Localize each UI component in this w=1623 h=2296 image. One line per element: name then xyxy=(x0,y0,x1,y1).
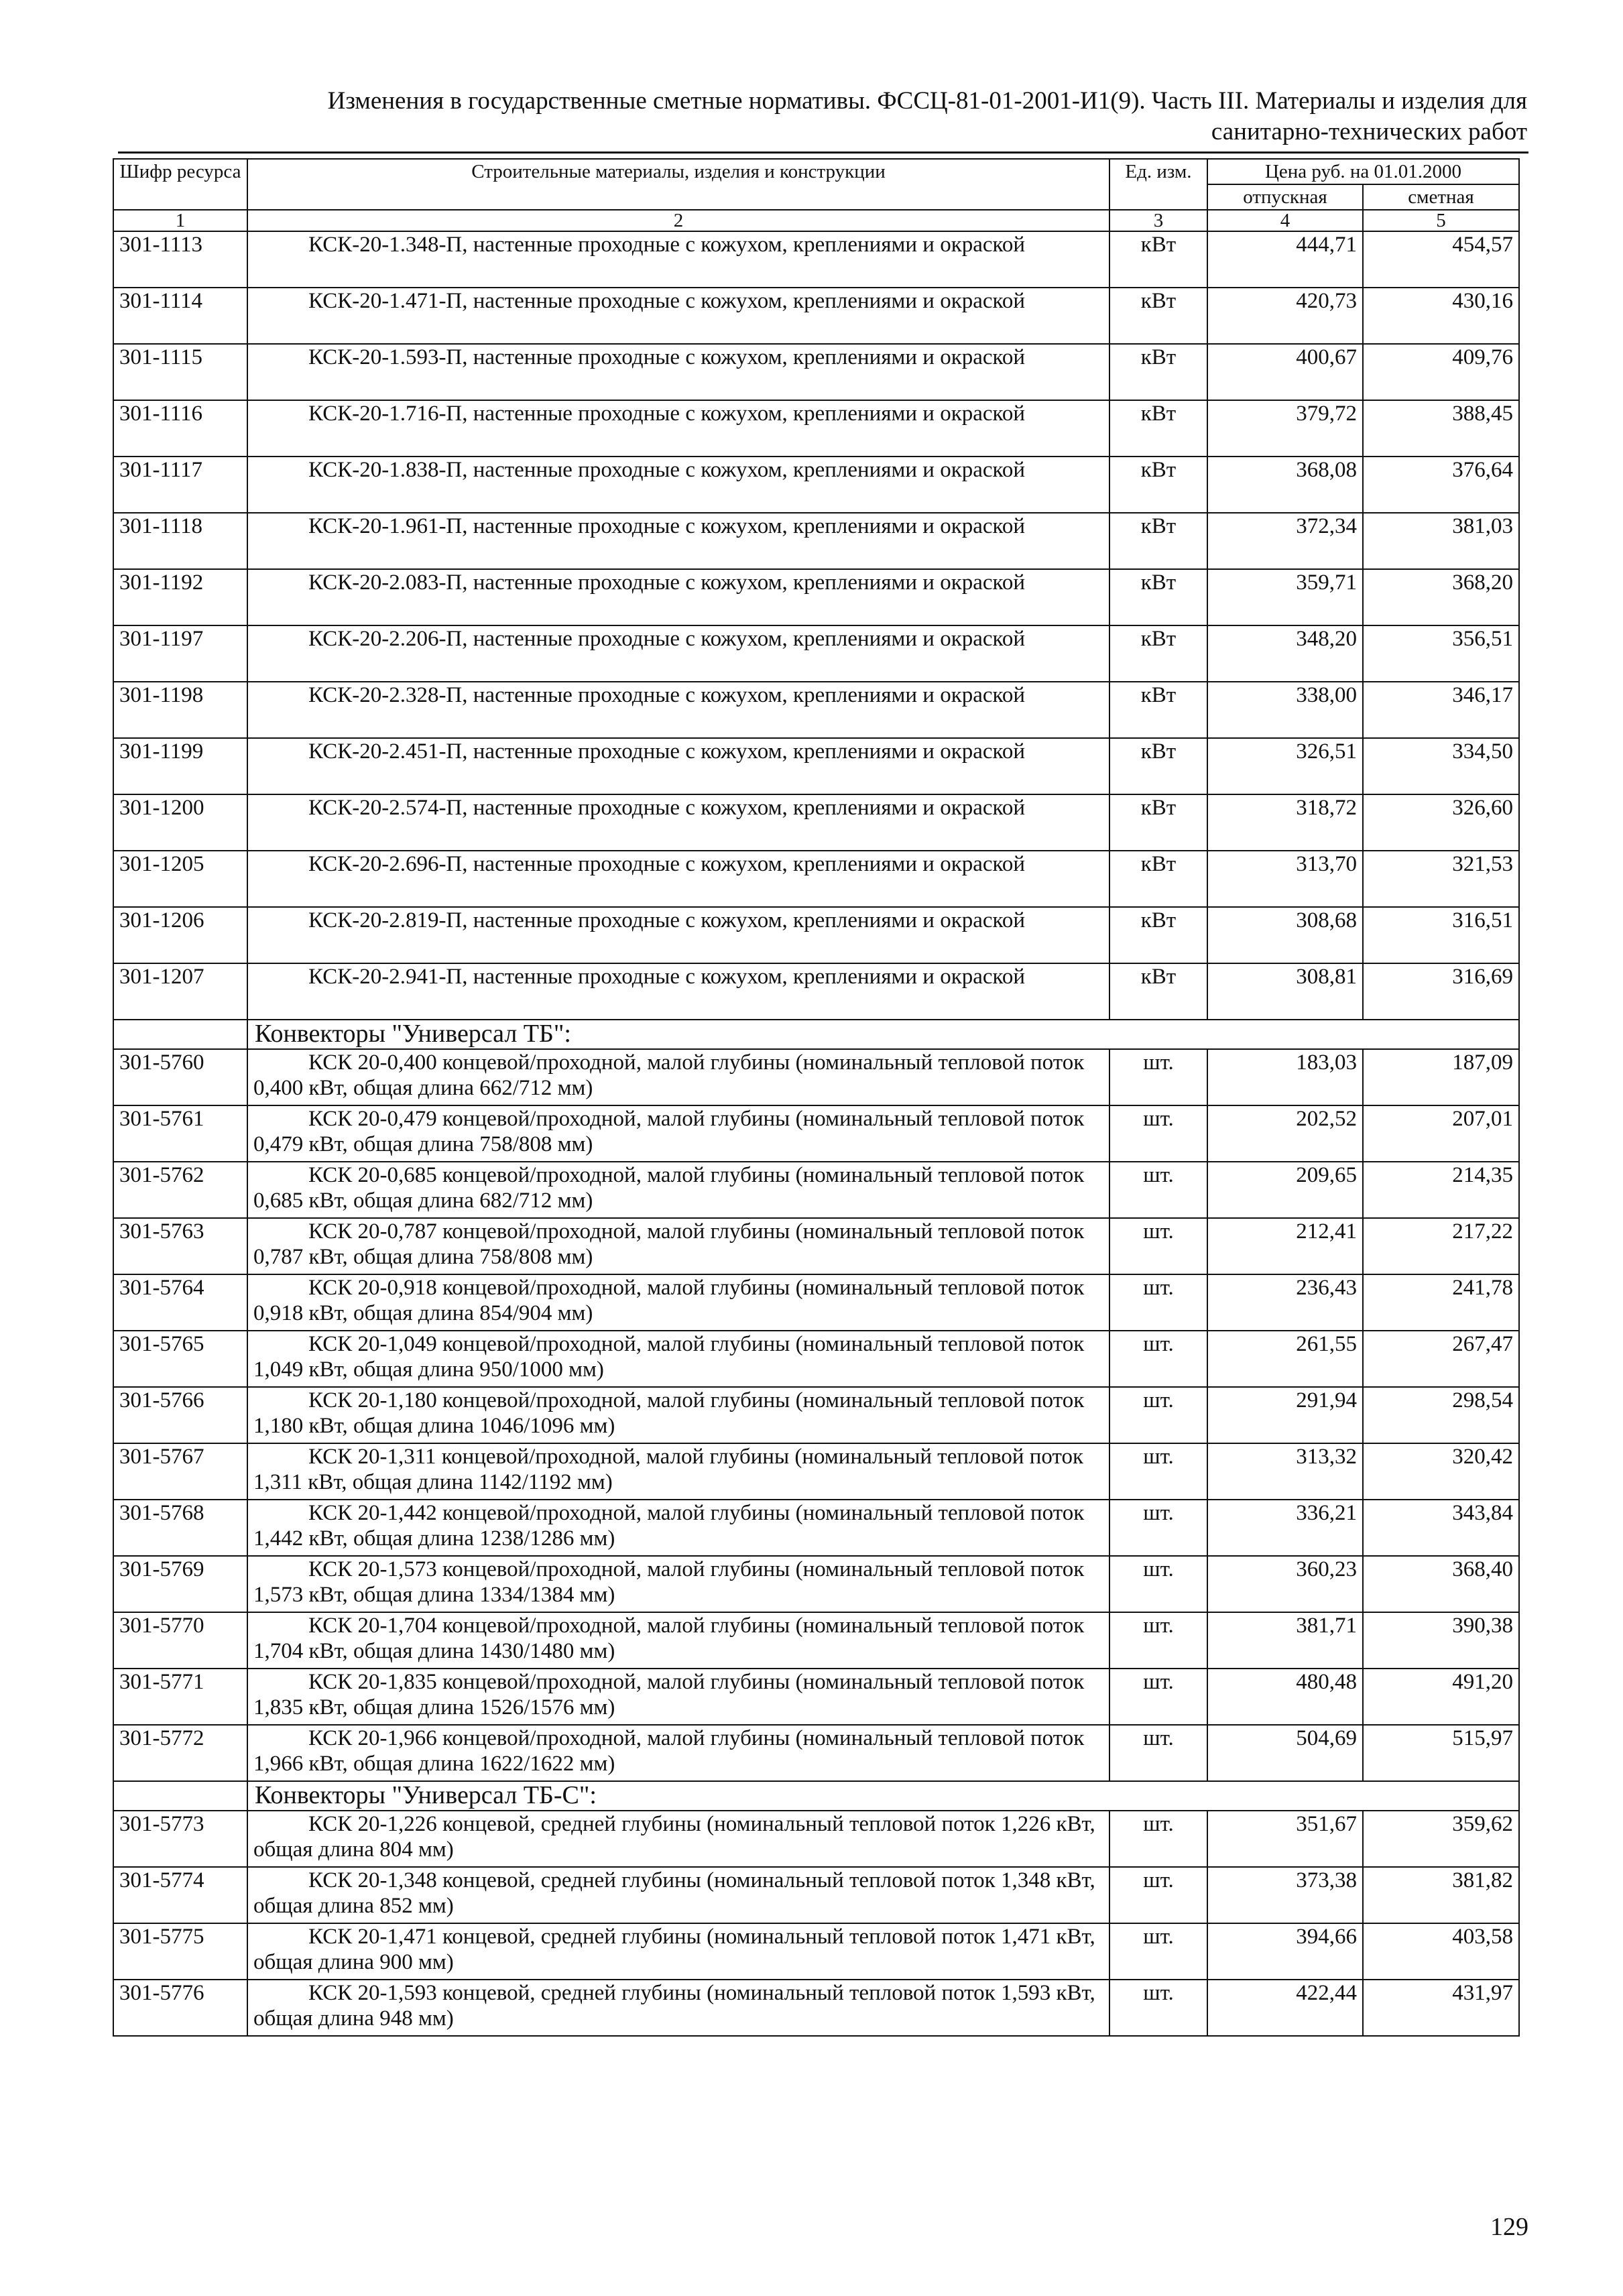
material-name-cell: КСК-20-2.451-П, настенные проходные с кожухом, креплениями и окраской xyxy=(247,738,1109,794)
material-name-cell: КСК 20-1,226 концевой, средней глубины (номинальный тепловой поток 1,226 кВт, общая длина 804 мм) xyxy=(247,1811,1109,1867)
unit-cell: кВт xyxy=(1109,738,1207,794)
resource-code-cell: 301-1197 xyxy=(113,625,247,682)
unit-cell: кВт xyxy=(1109,851,1207,907)
resource-code-cell: 301-5775 xyxy=(113,1923,247,1980)
estimate-price-cell: 217,22 xyxy=(1363,1218,1519,1274)
resource-code-cell: 301-5776 xyxy=(113,1980,247,2036)
material-name-cell: КСК 20-1,593 концевой, средней глубины (номинальный тепловой поток 1,593 кВт, общая длина 948 мм) xyxy=(247,1980,1109,2036)
release-price-cell: 394,66 xyxy=(1207,1923,1363,1980)
estimate-price-cell: 403,58 xyxy=(1363,1923,1519,1980)
release-price-cell: 444,71 xyxy=(1207,231,1363,288)
material-name-cell: КСК-20-2.206-П, настенные проходные с кожухом, креплениями и окраской xyxy=(247,625,1109,682)
table-row xyxy=(113,1162,1519,1218)
estimate-price-cell: 241,78 xyxy=(1363,1274,1519,1331)
column-number: 4 xyxy=(1207,210,1363,231)
resource-code-cell: 301-5761 xyxy=(113,1105,247,1162)
release-price-cell: 291,94 xyxy=(1207,1387,1363,1443)
header-line-2: санитарно-технических работ xyxy=(1211,118,1527,145)
release-price-cell: 212,41 xyxy=(1207,1218,1363,1274)
estimate-price-cell: 515,97 xyxy=(1363,1725,1519,1781)
unit-cell: шт. xyxy=(1109,1612,1207,1669)
material-name-cell: КСК 20-0,787 концевой/проходной, малой глубины (номинальный тепловой поток 0,787 кВт, общая длина 758/808 мм) xyxy=(247,1218,1109,1274)
estimate-price-cell: 267,47 xyxy=(1363,1331,1519,1387)
header-line-1: Изменения в государственные сметные нормативы. ФССЦ-81-01-2001-И1(9). Часть III. Материалы и изделия для xyxy=(327,87,1527,115)
resource-code-cell: 301-5772 xyxy=(113,1725,247,1781)
table-row xyxy=(113,288,1519,344)
table-row xyxy=(113,1049,1519,1105)
release-price-cell: 400,67 xyxy=(1207,344,1363,400)
estimate-price-cell: 334,50 xyxy=(1363,738,1519,794)
page-header xyxy=(113,86,1527,147)
col-header-unit: Ед. изм. xyxy=(1109,159,1207,210)
material-name-cell: КСК 20-1,835 концевой/проходной, малой глубины (номинальный тепловой поток 1,835 кВт, общая длина 1526/1576 мм) xyxy=(247,1669,1109,1725)
resource-code-cell: 301-1116 xyxy=(113,400,247,457)
page-number: 129 xyxy=(1490,2213,1528,2241)
material-name-cell: КСК-20-1.593-П, настенные проходные с кожухом, креплениями и окраской xyxy=(247,344,1109,400)
unit-cell: кВт xyxy=(1109,513,1207,569)
table-row xyxy=(113,682,1519,738)
table-row xyxy=(113,1867,1519,1923)
estimate-price-cell: 320,42 xyxy=(1363,1443,1519,1500)
section-title: Конвекторы "Универсал ТБ": xyxy=(247,1020,1519,1049)
release-price-cell: 183,03 xyxy=(1207,1049,1363,1105)
resource-code-cell: 301-5763 xyxy=(113,1218,247,1274)
material-name-cell: КСК 20-1,049 концевой/проходной, малой глубины (номинальный тепловой поток 1,049 кВт, общая длина 950/1000 мм) xyxy=(247,1331,1109,1387)
estimate-price-cell: 388,45 xyxy=(1363,400,1519,457)
col-header-code: Шифр ресурса xyxy=(113,159,247,210)
table-row xyxy=(113,513,1519,569)
table-row xyxy=(113,1500,1519,1556)
resource-code-cell: 301-1207 xyxy=(113,963,247,1020)
resource-code-cell: 301-5764 xyxy=(113,1274,247,1331)
section-row xyxy=(113,1781,1519,1811)
unit-cell: кВт xyxy=(1109,457,1207,513)
release-price-cell: 308,68 xyxy=(1207,907,1363,963)
section-title: Конвекторы "Универсал ТБ-С": xyxy=(247,1781,1519,1811)
release-price-cell: 359,71 xyxy=(1207,569,1363,625)
column-number: 2 xyxy=(247,210,1109,231)
estimate-price-cell: 454,57 xyxy=(1363,231,1519,288)
estimate-price-cell: 356,51 xyxy=(1363,625,1519,682)
material-name-cell: КСК-20-2.328-П, настенные проходные с кожухом, креплениями и окраской xyxy=(247,682,1109,738)
material-name-cell: КСК-20-1.471-П, настенные проходные с кожухом, креплениями и окраской xyxy=(247,288,1109,344)
release-price-cell: 338,00 xyxy=(1207,682,1363,738)
unit-cell: шт. xyxy=(1109,1105,1207,1162)
unit-cell: шт. xyxy=(1109,1556,1207,1612)
estimate-price-cell: 343,84 xyxy=(1363,1500,1519,1556)
price-table xyxy=(113,158,1520,2037)
resource-code-cell: 301-5769 xyxy=(113,1556,247,1612)
material-name-cell: КСК 20-1,180 концевой/проходной, малой глубины (номинальный тепловой поток 1,180 кВт, общая длина 1046/1096 мм) xyxy=(247,1387,1109,1443)
material-name-cell: КСК-20-1.838-П, настенные проходные с кожухом, креплениями и окраской xyxy=(247,457,1109,513)
release-price-cell: 504,69 xyxy=(1207,1725,1363,1781)
table-row xyxy=(113,738,1519,794)
estimate-price-cell: 368,20 xyxy=(1363,569,1519,625)
table-row xyxy=(113,1980,1519,2036)
unit-cell: кВт xyxy=(1109,288,1207,344)
table-row xyxy=(113,1923,1519,1980)
resource-code-cell: 301-5771 xyxy=(113,1669,247,1725)
release-price-cell: 372,34 xyxy=(1207,513,1363,569)
unit-cell: шт. xyxy=(1109,1274,1207,1331)
estimate-price-cell: 187,09 xyxy=(1363,1049,1519,1105)
unit-cell: шт. xyxy=(1109,1725,1207,1781)
table-row xyxy=(113,400,1519,457)
table-row xyxy=(113,1331,1519,1387)
unit-cell: кВт xyxy=(1109,794,1207,851)
table-row xyxy=(113,1725,1519,1781)
unit-cell: шт. xyxy=(1109,1811,1207,1867)
estimate-price-cell: 298,54 xyxy=(1363,1387,1519,1443)
resource-code-cell: 301-1118 xyxy=(113,513,247,569)
material-name-cell: КСК 20-0,685 концевой/проходной, малой глубины (номинальный тепловой поток 0,685 кВт, общая длина 682/712 мм) xyxy=(247,1162,1109,1218)
release-price-cell: 318,72 xyxy=(1207,794,1363,851)
table-row xyxy=(113,1612,1519,1669)
section-code-cell xyxy=(113,1781,247,1811)
resource-code-cell: 301-1206 xyxy=(113,907,247,963)
section-row xyxy=(113,1020,1519,1049)
unit-cell: шт. xyxy=(1109,1669,1207,1725)
estimate-price-cell: 431,97 xyxy=(1363,1980,1519,2036)
release-price-cell: 381,71 xyxy=(1207,1612,1363,1669)
table-row xyxy=(113,625,1519,682)
unit-cell: кВт xyxy=(1109,682,1207,738)
table-row xyxy=(113,794,1519,851)
estimate-price-cell: 390,38 xyxy=(1363,1612,1519,1669)
resource-code-cell: 301-5766 xyxy=(113,1387,247,1443)
unit-cell: шт. xyxy=(1109,1980,1207,2036)
estimate-price-cell: 359,62 xyxy=(1363,1811,1519,1867)
header-rule xyxy=(118,152,1528,154)
estimate-price-cell: 316,51 xyxy=(1363,907,1519,963)
unit-cell: кВт xyxy=(1109,344,1207,400)
column-number: 5 xyxy=(1363,210,1519,231)
material-name-cell: КСК 20-1,471 концевой, средней глубины (номинальный тепловой поток 1,471 кВт, общая длина 900 мм) xyxy=(247,1923,1109,1980)
unit-cell: кВт xyxy=(1109,963,1207,1020)
material-name-cell: КСК-20-1.961-П, настенные проходные с кожухом, креплениями и окраской xyxy=(247,513,1109,569)
release-price-cell: 336,21 xyxy=(1207,1500,1363,1556)
unit-cell: шт. xyxy=(1109,1387,1207,1443)
table-row xyxy=(113,231,1519,288)
table-row xyxy=(113,1387,1519,1443)
release-price-cell: 209,65 xyxy=(1207,1162,1363,1218)
unit-cell: кВт xyxy=(1109,400,1207,457)
resource-code-cell: 301-1192 xyxy=(113,569,247,625)
table-body xyxy=(113,231,1519,2036)
table-row xyxy=(113,963,1519,1020)
column-number: 1 xyxy=(113,210,247,231)
material-name-cell: КСК 20-1,311 концевой/проходной, малой глубины (номинальный тепловой поток 1,311 кВт, общая длина 1142/1192 мм) xyxy=(247,1443,1109,1500)
release-price-cell: 261,55 xyxy=(1207,1331,1363,1387)
material-name-cell: КСК-20-2.941-П, настенные проходные с кожухом, креплениями и окраской xyxy=(247,963,1109,1020)
material-name-cell: КСК 20-1,442 концевой/проходной, малой глубины (номинальный тепловой поток 1,442 кВт, общая длина 1238/1286 мм) xyxy=(247,1500,1109,1556)
material-name-cell: КСК-20-2.819-П, настенные проходные с кожухом, креплениями и окраской xyxy=(247,907,1109,963)
table-row xyxy=(113,851,1519,907)
release-price-cell: 351,67 xyxy=(1207,1811,1363,1867)
section-code-cell xyxy=(113,1020,247,1049)
resource-code-cell: 301-1113 xyxy=(113,231,247,288)
table-row xyxy=(113,1556,1519,1612)
table-row xyxy=(113,569,1519,625)
resource-code-cell: 301-1114 xyxy=(113,288,247,344)
unit-cell: шт. xyxy=(1109,1162,1207,1218)
release-price-cell: 348,20 xyxy=(1207,625,1363,682)
material-name-cell: КСК-20-1.348-П, настенные проходные с кожухом, креплениями и окраской xyxy=(247,231,1109,288)
estimate-price-cell: 316,69 xyxy=(1363,963,1519,1020)
estimate-price-cell: 381,03 xyxy=(1363,513,1519,569)
material-name-cell: КСК 20-0,479 концевой/проходной, малой глубины (номинальный тепловой поток 0,479 кВт, общая длина 758/808 мм) xyxy=(247,1105,1109,1162)
release-price-cell: 368,08 xyxy=(1207,457,1363,513)
resource-code-cell: 301-1200 xyxy=(113,794,247,851)
table-row xyxy=(113,1105,1519,1162)
resource-code-cell: 301-1115 xyxy=(113,344,247,400)
estimate-price-cell: 326,60 xyxy=(1363,794,1519,851)
release-price-cell: 379,72 xyxy=(1207,400,1363,457)
resource-code-cell: 301-1117 xyxy=(113,457,247,513)
unit-cell: шт. xyxy=(1109,1218,1207,1274)
table-row xyxy=(113,907,1519,963)
release-price-cell: 202,52 xyxy=(1207,1105,1363,1162)
material-name-cell: КСК 20-1,966 концевой/проходной, малой глубины (номинальный тепловой поток 1,966 кВт, общая длина 1622/1622 мм) xyxy=(247,1725,1109,1781)
estimate-price-cell: 376,64 xyxy=(1363,457,1519,513)
table-row xyxy=(113,1218,1519,1274)
estimate-price-cell: 207,01 xyxy=(1363,1105,1519,1162)
resource-code-cell: 301-1205 xyxy=(113,851,247,907)
release-price-cell: 373,38 xyxy=(1207,1867,1363,1923)
column-number-row xyxy=(113,210,1519,231)
estimate-price-cell: 368,40 xyxy=(1363,1556,1519,1612)
unit-cell: кВт xyxy=(1109,907,1207,963)
material-name-cell: КСК 20-1,704 концевой/проходной, малой глубины (номинальный тепловой поток 1,704 кВт, общая длина 1430/1480 мм) xyxy=(247,1612,1109,1669)
unit-cell: кВт xyxy=(1109,569,1207,625)
table-row xyxy=(113,344,1519,400)
release-price-cell: 236,43 xyxy=(1207,1274,1363,1331)
release-price-cell: 308,81 xyxy=(1207,963,1363,1020)
resource-code-cell: 301-5773 xyxy=(113,1811,247,1867)
material-name-cell: КСК-20-1.716-П, настенные проходные с кожухом, креплениями и окраской xyxy=(247,400,1109,457)
release-price-cell: 480,48 xyxy=(1207,1669,1363,1725)
material-name-cell: КСК-20-2.574-П, настенные проходные с кожухом, креплениями и окраской xyxy=(247,794,1109,851)
unit-cell: шт. xyxy=(1109,1923,1207,1980)
table-row xyxy=(113,457,1519,513)
release-price-cell: 422,44 xyxy=(1207,1980,1363,2036)
table-row xyxy=(113,1274,1519,1331)
column-number: 3 xyxy=(1109,210,1207,231)
col-header-price: Цена руб. на 01.01.2000 xyxy=(1207,159,1519,184)
unit-cell: шт. xyxy=(1109,1049,1207,1105)
col-header-price-estimate: сметная xyxy=(1363,184,1519,210)
unit-cell: шт. xyxy=(1109,1500,1207,1556)
material-name-cell: КСК-20-2.696-П, настенные проходные с кожухом, креплениями и окраской xyxy=(247,851,1109,907)
resource-code-cell: 301-5762 xyxy=(113,1162,247,1218)
material-name-cell: КСК 20-1,348 концевой, средней глубины (номинальный тепловой поток 1,348 кВт, общая длина 852 мм) xyxy=(247,1867,1109,1923)
release-price-cell: 326,51 xyxy=(1207,738,1363,794)
material-name-cell: КСК 20-1,573 концевой/проходной, малой глубины (номинальный тепловой поток 1,573 кВт, общая длина 1334/1384 мм) xyxy=(247,1556,1109,1612)
estimate-price-cell: 409,76 xyxy=(1363,344,1519,400)
table-header-row-1 xyxy=(113,159,1519,184)
resource-code-cell: 301-5768 xyxy=(113,1500,247,1556)
release-price-cell: 360,23 xyxy=(1207,1556,1363,1612)
col-header-price-release: отпускная xyxy=(1207,184,1363,210)
unit-cell: шт. xyxy=(1109,1867,1207,1923)
resource-code-cell: 301-5767 xyxy=(113,1443,247,1500)
estimate-price-cell: 321,53 xyxy=(1363,851,1519,907)
resource-code-cell: 301-5760 xyxy=(113,1049,247,1105)
table-row xyxy=(113,1669,1519,1725)
release-price-cell: 420,73 xyxy=(1207,288,1363,344)
resource-code-cell: 301-1198 xyxy=(113,682,247,738)
resource-code-cell: 301-5770 xyxy=(113,1612,247,1669)
estimate-price-cell: 214,35 xyxy=(1363,1162,1519,1218)
material-name-cell: КСК 20-0,918 концевой/проходной, малой глубины (номинальный тепловой поток 0,918 кВт, общая длина 854/904 мм) xyxy=(247,1274,1109,1331)
resource-code-cell: 301-5774 xyxy=(113,1867,247,1923)
unit-cell: шт. xyxy=(1109,1331,1207,1387)
unit-cell: шт. xyxy=(1109,1443,1207,1500)
estimate-price-cell: 430,16 xyxy=(1363,288,1519,344)
col-header-name: Строительные материалы, изделия и конструкции xyxy=(247,159,1109,210)
estimate-price-cell: 491,20 xyxy=(1363,1669,1519,1725)
material-name-cell: КСК 20-0,400 концевой/проходной, малой глубины (номинальный тепловой поток 0,400 кВт, общая длина 662/712 мм) xyxy=(247,1049,1109,1105)
table-row xyxy=(113,1811,1519,1867)
unit-cell: кВт xyxy=(1109,231,1207,288)
estimate-price-cell: 381,82 xyxy=(1363,1867,1519,1923)
resource-code-cell: 301-5765 xyxy=(113,1331,247,1387)
resource-code-cell: 301-1199 xyxy=(113,738,247,794)
table-row xyxy=(113,1443,1519,1500)
release-price-cell: 313,70 xyxy=(1207,851,1363,907)
estimate-price-cell: 346,17 xyxy=(1363,682,1519,738)
unit-cell: кВт xyxy=(1109,625,1207,682)
release-price-cell: 313,32 xyxy=(1207,1443,1363,1500)
material-name-cell: КСК-20-2.083-П, настенные проходные с кожухом, креплениями и окраской xyxy=(247,569,1109,625)
